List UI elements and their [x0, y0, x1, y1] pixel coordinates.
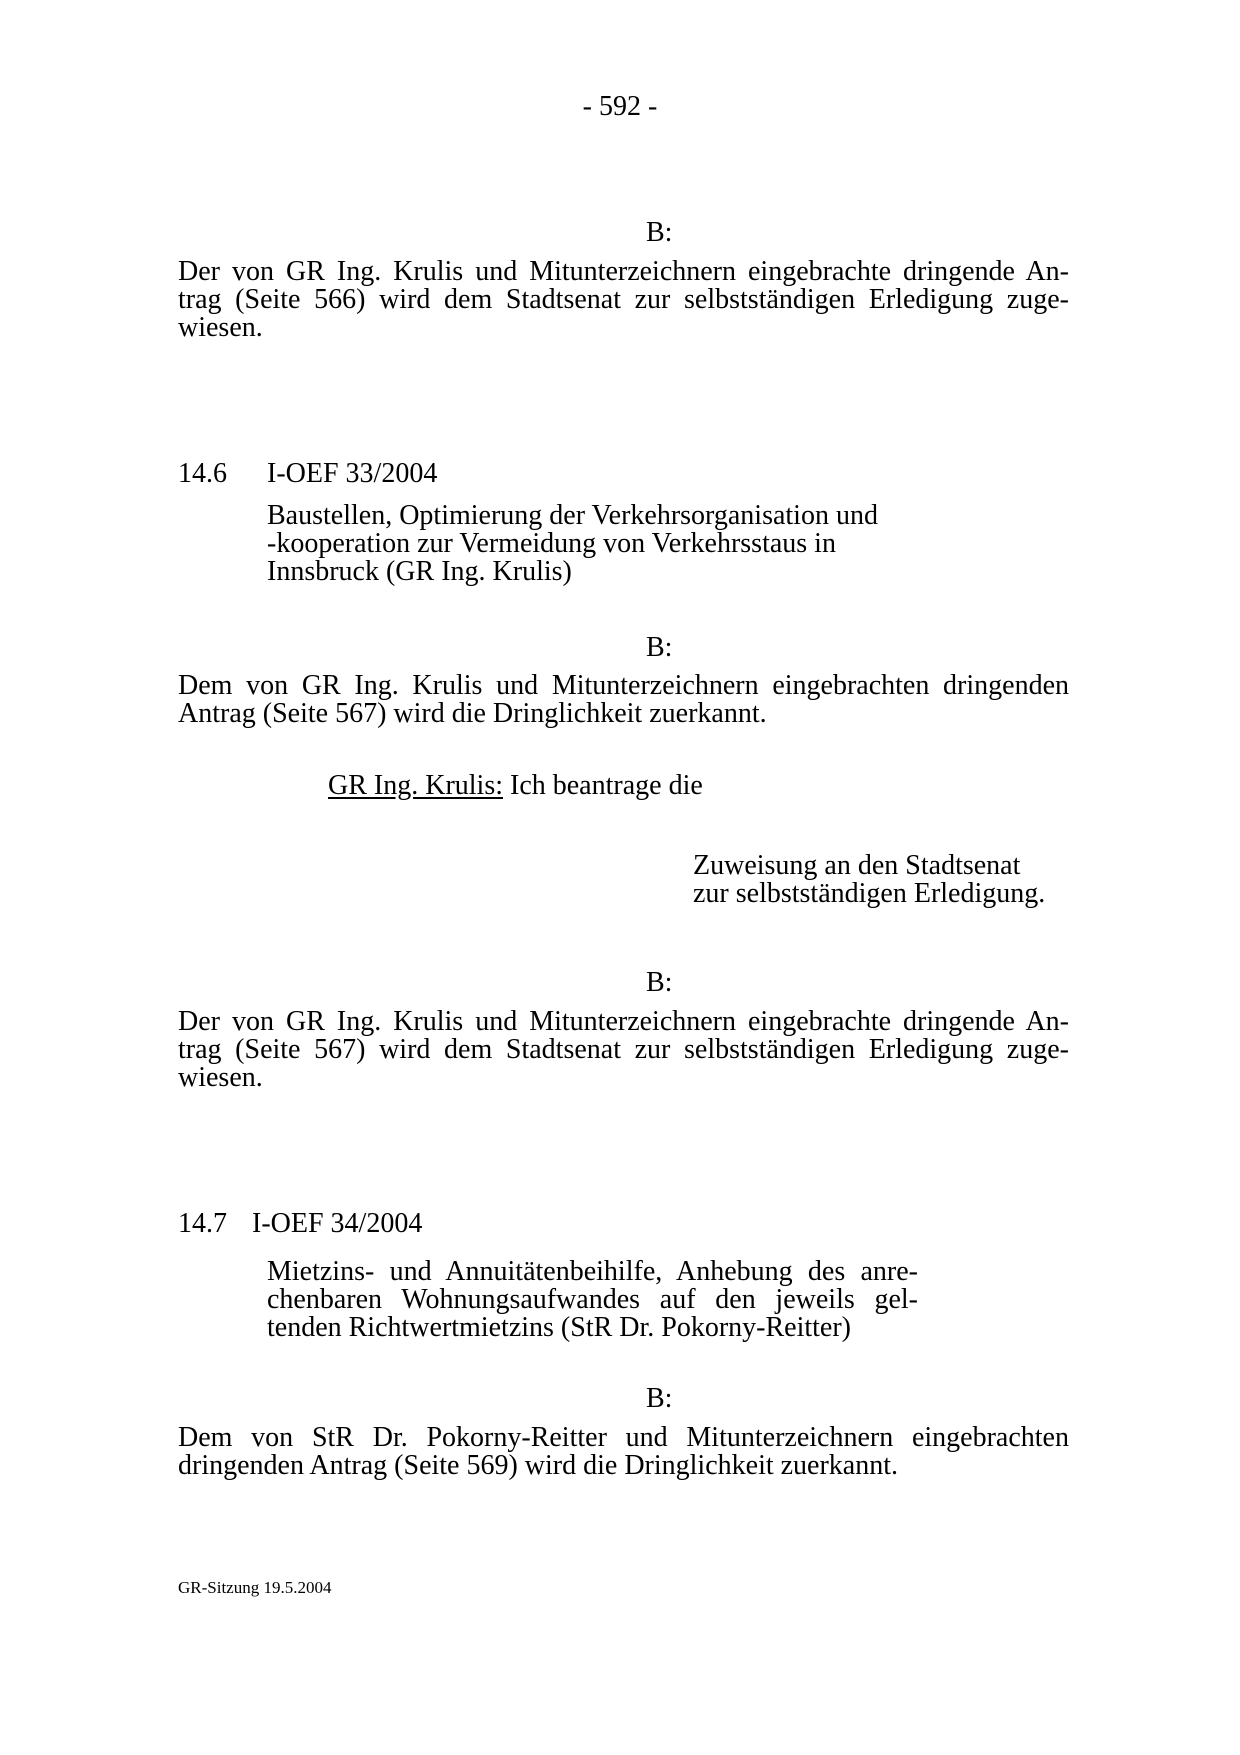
text-line: Antrag (Seite 567) wird die Dringlichkeit zuerkannt. — [178, 698, 767, 729]
speech-text: Ich beantrage die — [510, 770, 703, 801]
motion-text — [693, 852, 1045, 908]
item-number: 14.6 — [178, 458, 227, 489]
title-line: chenbaren Wohnungsaufwandes auf den jeweils gel- — [267, 1284, 918, 1315]
title-line: Innsbruck (GR Ing. Krulis) — [267, 556, 572, 587]
item-code: I-OEF 33/2004 — [267, 458, 438, 489]
speaker-name: GR Ing. Krulis: — [328, 770, 503, 801]
item-number: 14.7 — [178, 1208, 227, 1239]
page-number: - 592 - — [582, 91, 658, 122]
decision-text — [178, 1008, 1069, 1092]
text-line: trag (Seite 567) wird dem Stadtsenat zur selbstständigen Erledigung zuge- — [178, 1034, 1069, 1065]
text-line: wiesen. — [178, 1062, 263, 1093]
decision-text — [178, 1424, 1069, 1480]
decision-label: B: — [646, 632, 673, 663]
title-line: Mietzins- und Annuitätenbeihilfe, Anhebung des anre- — [267, 1256, 918, 1287]
text-line: Der von GR Ing. Krulis und Mitunterzeichnern eingebrachte dringende An- — [178, 1006, 1069, 1037]
page-footer: GR-Sitzung 19.5.2004 — [178, 1578, 332, 1597]
decision-text — [178, 258, 1069, 342]
decision-label: B: — [646, 1383, 673, 1414]
speech-line — [328, 772, 703, 800]
item-title — [267, 502, 878, 586]
decision-label: B: — [646, 967, 673, 998]
title-line: Baustellen, Optimierung der Verkehrsorganisation und — [267, 500, 878, 531]
text-line: trag (Seite 566) wird dem Stadtsenat zur selbstständigen Erledigung zuge- — [178, 284, 1069, 315]
title-line: -kooperation zur Vermeidung von Verkehrsstaus in — [267, 528, 836, 559]
text-line: Dem von GR Ing. Krulis und Mitunterzeichnern eingebrachten dringenden — [178, 670, 1069, 701]
text-line: Dem von StR Dr. Pokorny-Reitter und Mitunterzeichnern eingebrachten — [178, 1422, 1069, 1453]
item-code: I-OEF 34/2004 — [252, 1208, 423, 1239]
decision-label: B: — [646, 217, 673, 248]
text-line: Der von GR Ing. Krulis und Mitunterzeichnern eingebrachte dringende An- — [178, 256, 1069, 287]
text-line: dringenden Antrag (Seite 569) wird die Dringlichkeit zuerkannt. — [178, 1450, 899, 1481]
motion-line: zur selbstständigen Erledigung. — [693, 878, 1046, 909]
text-line: wiesen. — [178, 312, 263, 343]
motion-line: Zuweisung an den Stadtsenat — [693, 850, 1021, 881]
decision-text — [178, 672, 1069, 728]
title-line: tenden Richtwertmietzins (StR Dr. Pokorny-Reitter) — [267, 1312, 852, 1343]
item-title — [267, 1258, 918, 1342]
